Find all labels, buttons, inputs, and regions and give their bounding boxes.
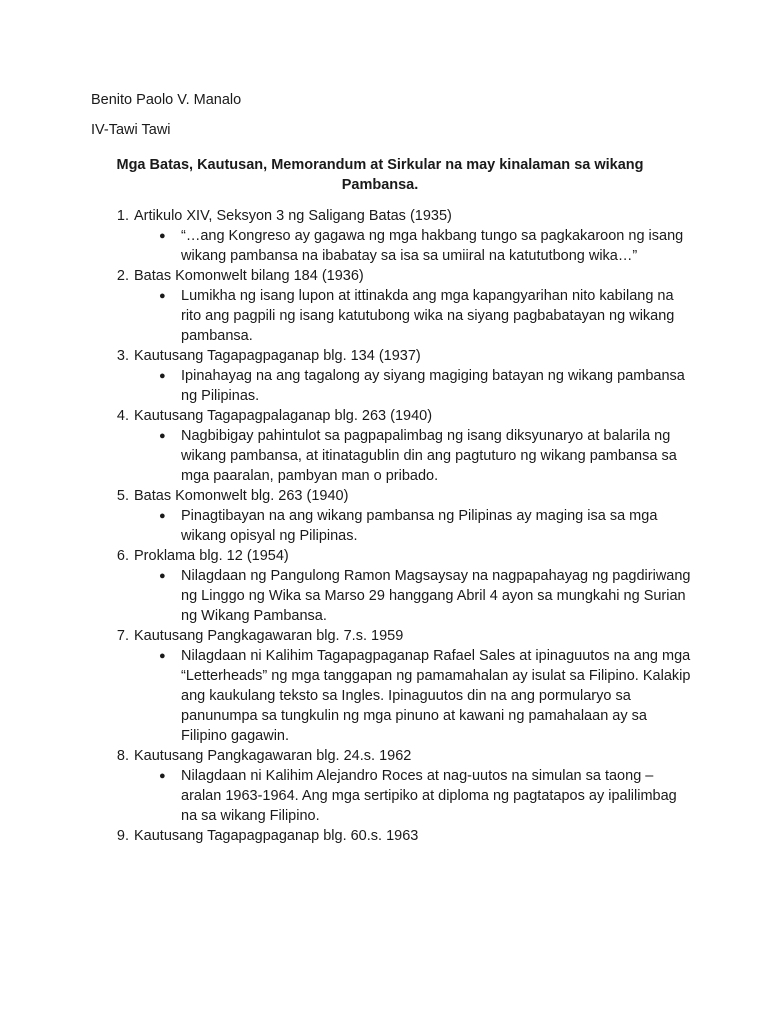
list-item xyxy=(91,826,691,846)
item-number: 9. xyxy=(116,828,129,844)
item-title: Artikulo XIV, Seksyon 3 ng Saligang Batas (1935) xyxy=(134,208,452,224)
bullet-icon: ● xyxy=(159,650,166,662)
item-number: 1. xyxy=(116,208,129,224)
item-title: Kautusang Tagapagpaganap blg. 60.s. 1963 xyxy=(134,828,419,844)
sub-bullet-item xyxy=(91,366,691,406)
sub-bullet-item xyxy=(91,566,691,626)
bullet-icon: ● xyxy=(159,430,166,442)
item-description: Lumikha ng isang lupon at ittinakda ang mga kapangyarihan nito kabilang na rito ang pagpili ng isang katutubong wika na siyang pagbabatayan ng wikang pambansa. xyxy=(181,288,675,344)
item-number: 4. xyxy=(116,408,129,424)
item-number: 7. xyxy=(116,628,129,644)
item-description: “…ang Kongreso ay gagawa ng mga hakbang tungo sa pagkakaroon ng isang wikang pambansa na ibabatay sa isa sa umiiral na katututbong wika…” xyxy=(181,228,684,264)
item-title: Batas Komonwelt bilang 184 (1936) xyxy=(134,268,364,284)
sub-bullet-item xyxy=(91,226,691,266)
item-number: 3. xyxy=(116,348,129,364)
item-description: Pinagtibayan na ang wikang pambansa ng Pilipinas ay maging isa sa mga wikang opisyal ng Pilipinas. xyxy=(181,508,658,544)
item-description: Nilagdaan ni Kalihim Alejandro Roces at nag-uutos na simulan sa taong – aralan 1963-1964. Ang mga sertipiko at diploma ng pagtatapos ay ipalilimbag na sa wikang Filipino. xyxy=(181,768,677,824)
bullet-icon: ● xyxy=(159,290,166,302)
bullet-icon: ● xyxy=(159,230,166,242)
sub-bullet-item xyxy=(91,646,691,746)
law-list xyxy=(91,206,691,846)
item-description: Nagbibigay pahintulot sa pagpapalimbag ng isang diksyunaryo at balarila ng wikang pambansa, at itinatagublin din ang pagtuturo ng wikang pambansa sa mga paaralan, pambyan man o pribado. xyxy=(181,428,677,484)
item-description: Nilagdaan ni Kalihim Tagapagpaganap Rafael Sales at ipinaguutos na ang mga “Letterheads” ng mga tanggapan ng pamamahalan ay isulat sa Filipino. Kalakip ang kaukulang teksto sa Ingles. Ipinaguutos din na ang pormularyo sa panunumpa sa tungkulin ng mga pinuno at kawani ng pamahalaan ay sa Filipino gagawin. xyxy=(181,648,691,744)
bullet-icon: ● xyxy=(159,510,166,522)
list-item xyxy=(91,486,691,546)
item-description: Ipinahayag na ang tagalong ay siyang magiging batayan ng wikang pambansa ng Pilipinas. xyxy=(181,368,685,404)
list-item xyxy=(91,626,691,746)
item-description: Nilagdaan ng Pangulong Ramon Magsaysay na nagpapahayag ng pagdiriwang ng Linggo ng Wika sa Marso 29 hanggang Abril 4 ayon sa mungkahi ng Surian ng Wikang Pambansa. xyxy=(181,568,691,624)
item-title: Kautusang Pangkagawaran blg. 7.s. 1959 xyxy=(134,628,404,644)
sub-bullet-item xyxy=(91,506,691,546)
bullet-icon: ● xyxy=(159,370,166,382)
bullet-icon: ● xyxy=(159,770,166,782)
sub-bullet-item xyxy=(91,286,691,346)
section-name: IV-Tawi Tawi xyxy=(91,122,171,138)
bullet-icon: ● xyxy=(159,570,166,582)
item-number: 5. xyxy=(116,488,129,504)
item-title: Batas Komonwelt blg. 263 (1940) xyxy=(134,488,349,504)
list-item xyxy=(91,266,691,346)
item-title: Kautusang Tagapagpalaganap blg. 263 (1940) xyxy=(134,408,433,424)
item-number: 8. xyxy=(116,748,129,764)
item-title: Proklama blg. 12 (1954) xyxy=(134,548,289,564)
list-item xyxy=(91,346,691,406)
sub-bullet-item xyxy=(91,766,691,826)
item-number: 6. xyxy=(116,548,129,564)
document-title: Mga Batas, Kautusan, Memorandum at Sirkular na may kinalaman sa wikang Pambansa. xyxy=(116,157,644,193)
list-item xyxy=(91,546,691,626)
list-item xyxy=(91,746,691,826)
author-name: Benito Paolo V. Manalo xyxy=(91,92,242,108)
item-number: 2. xyxy=(116,268,129,284)
item-title: Kautusang Pangkagawaran blg. 24.s. 1962 xyxy=(134,748,412,764)
item-title: Kautusang Tagapagpaganap blg. 134 (1937) xyxy=(134,348,421,364)
list-item xyxy=(91,406,691,486)
list-item xyxy=(91,206,691,266)
sub-bullet-item xyxy=(91,426,691,486)
